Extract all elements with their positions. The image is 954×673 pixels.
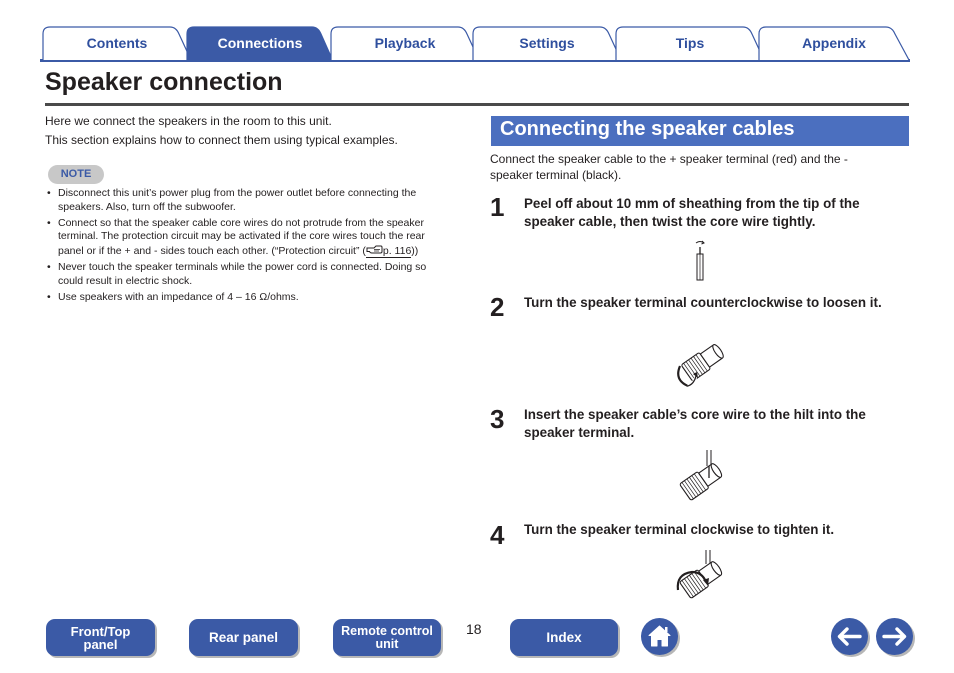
remote-control-unit-button[interactable] xyxy=(333,619,441,656)
note-item xyxy=(47,261,452,288)
tab-label: Connections xyxy=(217,35,303,51)
title-rule xyxy=(45,103,909,106)
tab-playback[interactable] xyxy=(330,26,480,62)
front-top-panel-button[interactable] xyxy=(46,619,155,656)
tab-label: Appendix xyxy=(802,35,866,51)
tab-contents[interactable] xyxy=(42,26,192,62)
note-text: Disconnect this unit’s power plug from the power outlet before connecting the speakers. Also, turn off the subwoofer. xyxy=(58,187,417,213)
section-title: Connecting the speaker cables xyxy=(500,118,795,140)
insert-wire-illustration xyxy=(672,448,728,506)
note-list xyxy=(47,187,452,307)
intro-line: Here we connect the speakers in the room to this unit. xyxy=(45,114,332,128)
rear-panel-button[interactable] xyxy=(189,619,298,656)
back-arrow-icon xyxy=(831,618,868,655)
pointing-hand-icon xyxy=(366,244,383,255)
step-text: Turn the speaker terminal clockwise to tighten it. xyxy=(524,522,835,537)
button-label: Index xyxy=(546,630,582,645)
tighten-terminal-illustration xyxy=(670,550,730,602)
section-header xyxy=(491,116,909,146)
note-text: Connect so that the speaker cable core wires do not protrude from the speaker terminal. The protection circuit may be activated if the core wires touch the rear panel or if the + and - sides touch each other. (“Protection circuit” ( xyxy=(58,216,425,257)
step-text: Peel off about 10 mm of sheathing from the tip of the speaker cable, then twist the core wire tightly. xyxy=(524,196,860,229)
tab-connections[interactable] xyxy=(186,26,334,62)
back-button[interactable] xyxy=(831,618,868,655)
loosen-terminal-illustration xyxy=(668,336,732,392)
tab-bar xyxy=(40,26,910,62)
button-label: panel xyxy=(83,636,118,652)
intro-line: This section explains how to connect them using typical examples. xyxy=(45,133,398,147)
index-button[interactable] xyxy=(510,619,618,656)
section-intro: Connect the speaker cable to the + speaker terminal (red) and the - speaker terminal (black). xyxy=(490,152,848,182)
twisted-wire-illustration xyxy=(686,238,716,282)
note-item xyxy=(47,291,452,305)
tab-settings[interactable] xyxy=(472,26,622,62)
tab-label: Tips xyxy=(675,35,705,51)
step-number: 2 xyxy=(490,292,505,322)
button-label: Remote control xyxy=(341,623,433,638)
step-number: 4 xyxy=(490,520,505,550)
home-icon xyxy=(641,618,678,655)
button-label: Front/Top xyxy=(70,623,131,639)
tab-tips[interactable] xyxy=(615,26,765,62)
note-text-end: )) xyxy=(411,244,419,257)
note-badge: NOTE xyxy=(48,165,104,184)
home-button[interactable] xyxy=(641,618,678,655)
step-number: 1 xyxy=(490,192,505,222)
page-number: 18 xyxy=(466,621,482,637)
note-item xyxy=(47,217,452,259)
button-label: unit xyxy=(375,636,399,651)
note-text: Never touch the speaker terminals while the power cord is connected. Doing so could result in electric shock. xyxy=(58,260,427,287)
tab-label: Contents xyxy=(86,35,148,51)
step-text: Insert the speaker cable’s core wire to the hilt into the speaker terminal. xyxy=(524,407,866,440)
forward-arrow-icon xyxy=(876,618,913,655)
note-item xyxy=(47,187,452,214)
step-text: Turn the speaker terminal counterclockwise to loosen it. xyxy=(524,295,882,310)
button-label: Rear panel xyxy=(208,630,279,645)
protection-circuit-link[interactable] xyxy=(366,245,411,258)
note-text: Use speakers with an impedance of 4 – 16 Ω/ohms. xyxy=(58,290,299,303)
intro-text xyxy=(45,112,398,150)
page-title: Speaker connection xyxy=(45,68,283,96)
step-number: 3 xyxy=(490,404,505,434)
page-ref: p. 116 xyxy=(382,244,412,257)
tab-label: Playback xyxy=(374,35,436,51)
tab-label: Settings xyxy=(519,35,575,51)
forward-button[interactable] xyxy=(876,618,913,655)
tab-appendix[interactable] xyxy=(758,26,910,62)
